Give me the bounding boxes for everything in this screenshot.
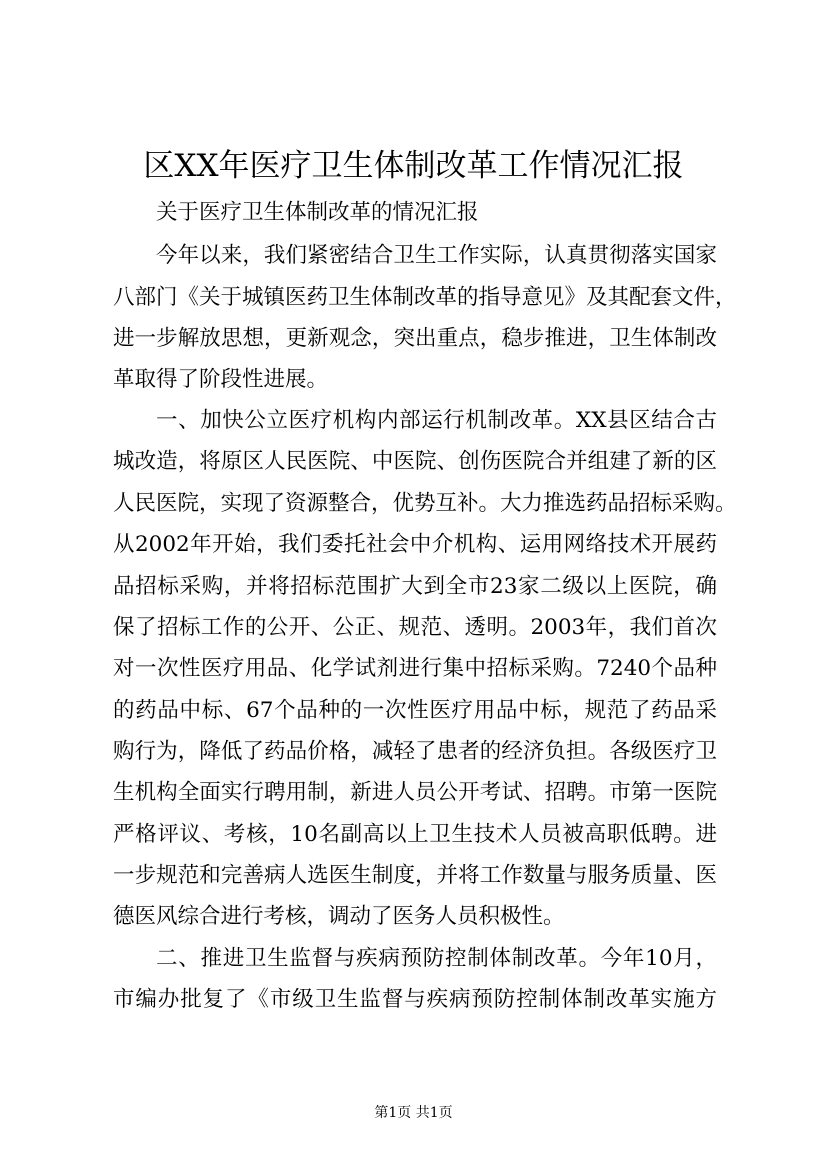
paragraph-line: 德医风综合进行考核，调动了医务人员积极性。 bbox=[113, 904, 565, 929]
paragraph-line: 一步规范和完善病人选医生制度，并将工作数量与服务质量、医 bbox=[113, 863, 717, 888]
paragraph-line: 的药品中标、67个品种的一次性医疗用品中标，规范了药品采 bbox=[113, 698, 717, 723]
paragraph-line: 革取得了阶段性进展。 bbox=[113, 367, 329, 392]
paragraph-line: 严格评议、考核，10名副高以上卫生技术人员被高职低聘。进 bbox=[113, 822, 717, 847]
paragraph-line: 一、加快公立医疗机构内部运行机制改革。XX县区结合古 bbox=[156, 408, 717, 433]
paragraph-line: 城改造，将原区人民医院、中医院、创伤医院合并组建了新的区 bbox=[113, 449, 717, 474]
paragraph-line: 人民医院，实现了资源整合，优势互补。大力推选药品招标采购。 bbox=[113, 491, 737, 516]
paragraph-line: 八部门《关于城镇医药卫生体制改革的指导意见》及其配套文件， bbox=[113, 285, 737, 310]
paragraph-line: 二、推进卫生监督与疾病预防控制体制改革。今年10月， bbox=[156, 946, 717, 971]
page-footer: 第1页 共1页 bbox=[374, 1105, 453, 1121]
document-title: 区XX年医疗卫生体制改革工作情况汇报 bbox=[143, 148, 684, 184]
paragraph-line: 对一次性医疗用品、化学试剂进行集中招标采购。7240个品种 bbox=[113, 656, 717, 681]
subtitle-line: 关于医疗卫生体制改革的情况汇报 bbox=[156, 200, 479, 225]
paragraph-line: 市编办批复了《市级卫生监督与疾病预防控制体制改革实施方 bbox=[113, 987, 717, 1012]
paragraph-line: 从2002年开始，我们委托社会中介机构、运用网络技术开展药 bbox=[113, 532, 717, 557]
paragraph-line: 品招标采购，并将招标范围扩大到全市23家二级以上医院，确 bbox=[113, 574, 717, 599]
paragraph-line: 今年以来，我们紧密结合卫生工作实际，认真贯彻落实国家 bbox=[156, 243, 717, 268]
paragraph-line: 购行为，降低了药品价格，减轻了患者的经济负担。各级医疗卫 bbox=[113, 739, 717, 764]
paragraph-line: 保了招标工作的公开、公正、规范、透明。2003年，我们首次 bbox=[113, 615, 717, 640]
paragraph-line: 进一步解放思想，更新观念，突出重点，稳步推进，卫生体制改 bbox=[113, 326, 717, 351]
paragraph-line: 生机构全面实行聘用制，新进人员公开考试、招聘。市第一医院 bbox=[113, 780, 717, 805]
